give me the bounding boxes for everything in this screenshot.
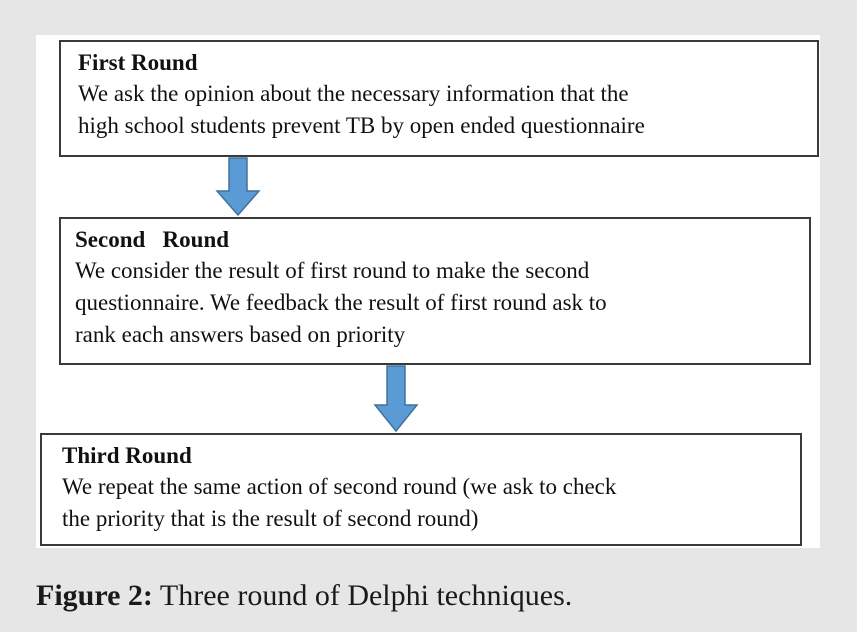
caption-label: Figure 2: (36, 579, 153, 612)
first-round-line-1: We ask the opinion about the necessary information that the (78, 81, 629, 106)
second-round-line-3: rank each answers based on priority (75, 322, 406, 347)
third-round-line-1: We repeat the same action of second round (we ask to check (62, 474, 617, 499)
caption-text: Three round of Delphi techniques. (152, 579, 573, 612)
second-round-line-1: We consider the result of first round to make the second (75, 258, 590, 283)
second-round-line-2: questionnaire. We feedback the result of first round ask to (75, 290, 607, 315)
second-round-box (59, 217, 811, 365)
down-arrow-icon (373, 365, 419, 433)
first-round-line-2: high school students prevent TB by open ended questionnaire (78, 113, 645, 138)
third-round-box (40, 433, 802, 546)
second-round-title: Second Round (75, 227, 230, 252)
figure-panel (36, 35, 820, 548)
first-round-title: First Round (78, 50, 198, 75)
third-round-title: Third Round (62, 443, 192, 468)
figure-caption (36, 578, 572, 614)
third-round-line-2: the priority that is the result of second round) (62, 506, 479, 531)
first-round-box (59, 40, 819, 157)
down-arrow-icon (215, 157, 261, 217)
